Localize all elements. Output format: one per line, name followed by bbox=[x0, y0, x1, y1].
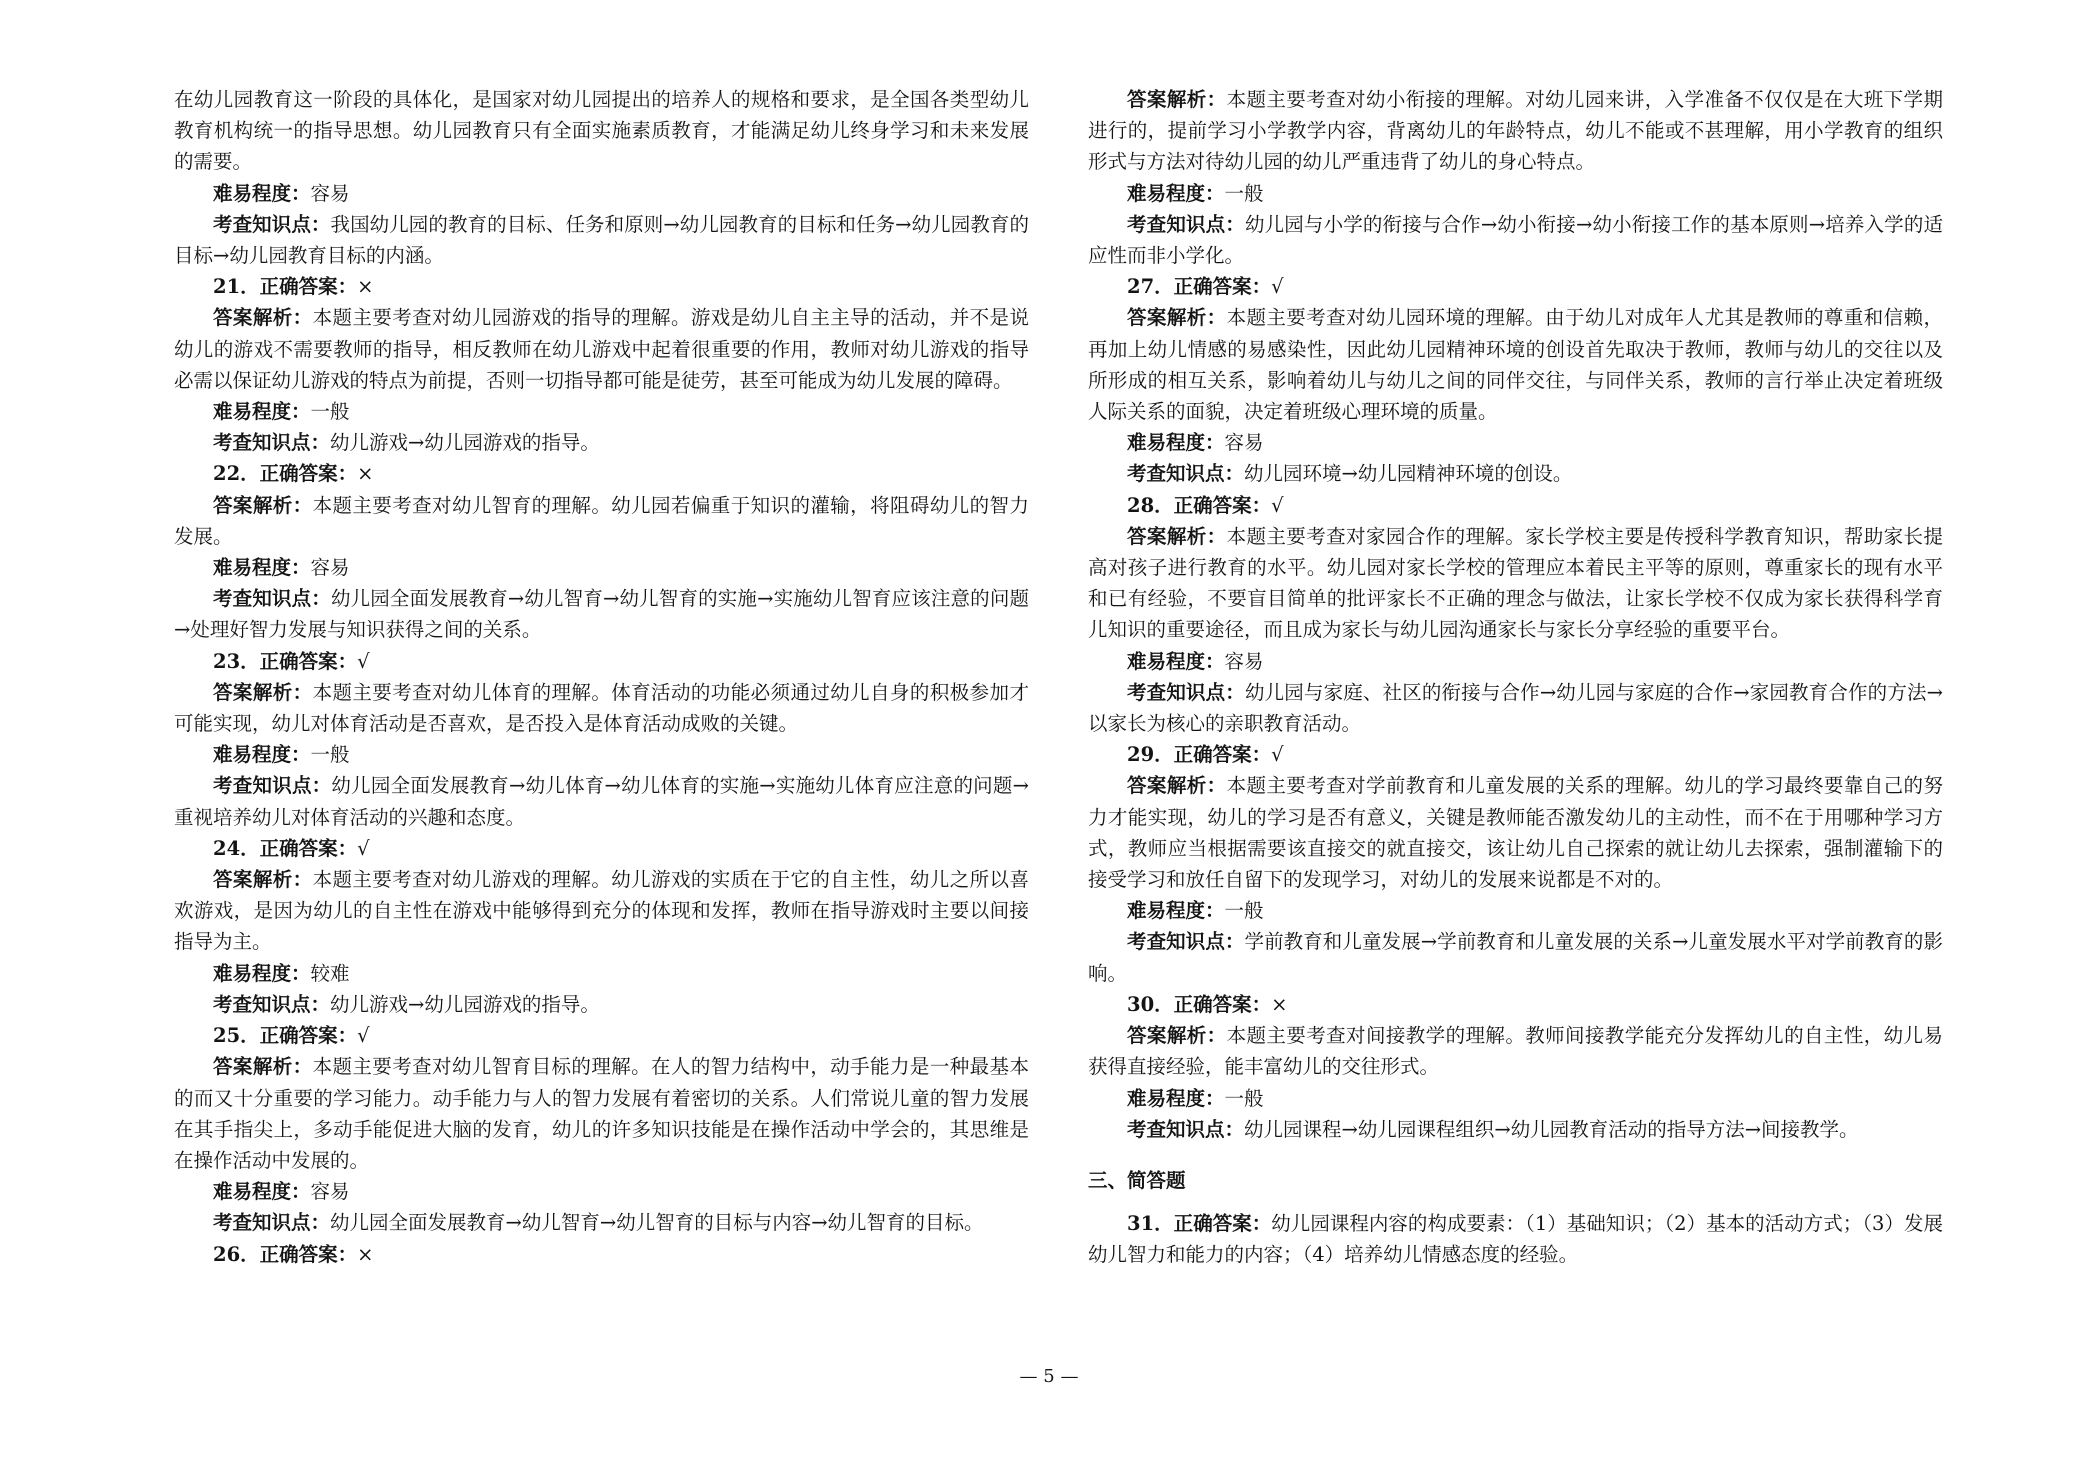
q27-difficulty bbox=[1088, 427, 1943, 458]
analysis-text: 本题主要考查对家园合作的理解。家长学校主要是传授科学教育知识，帮助家长提高对孩子进行教育的水平。幼儿园对家长学校的管理应本着民主平等的原则，尊重家长的现有水平和已有经验，不要盲目简单的批评家长不正确的理念与做法，让家长学校不仅成为家长获得科学育儿知识的重要途径，而且成为家长与幼儿园沟通家长与家长分享经验的重要平台。 bbox=[1088, 524, 1943, 642]
answer-value: × bbox=[357, 1242, 374, 1266]
q21-analysis bbox=[174, 302, 1029, 396]
q30-difficulty bbox=[1088, 1083, 1943, 1114]
q23-difficulty bbox=[174, 739, 1029, 770]
answer-value: √ bbox=[357, 649, 370, 673]
difficulty-label: 难易程度： bbox=[213, 743, 311, 767]
answer-value: 幼儿园课程内容的构成要素：（1）基础知识；（2）基本的活动方式；（3）发展幼儿智力和能力的内容；（4）培养幼儿情感态度的经验。 bbox=[1088, 1212, 1943, 1267]
analysis-label: 答案解析： bbox=[1127, 524, 1227, 548]
difficulty-label: 难易程度： bbox=[213, 400, 311, 424]
q27-knowledge bbox=[1088, 458, 1943, 489]
analysis-label: 答案解析： bbox=[213, 493, 313, 517]
knowledge-label: 考查知识点： bbox=[1127, 1117, 1245, 1141]
q28-knowledge bbox=[1088, 677, 1943, 739]
difficulty-value: 较难 bbox=[310, 961, 350, 985]
q29-analysis bbox=[1088, 770, 1943, 895]
answer-value: × bbox=[357, 462, 374, 486]
analysis-label: 答案解析： bbox=[1127, 774, 1227, 798]
knowledge-label: 考查知识点： bbox=[213, 1211, 331, 1235]
answer-value: √ bbox=[1271, 275, 1284, 299]
difficulty-label: 难易程度： bbox=[1127, 649, 1225, 673]
difficulty-value: 容易 bbox=[1224, 431, 1264, 455]
difficulty-label: 难易程度： bbox=[1127, 899, 1225, 923]
q22-knowledge bbox=[174, 583, 1029, 645]
answer-label: 30．正确答案： bbox=[1127, 992, 1272, 1016]
page-number: — 5 — bbox=[1019, 1366, 1079, 1387]
difficulty-value: 容易 bbox=[1224, 649, 1264, 673]
analysis-text: 本题主要考查对幼儿体育的理解。体育活动的功能必须通过幼儿自身的积极参加才可能实现，幼儿对体育活动是否喜欢，是否投入是体育活动成败的关键。 bbox=[174, 680, 1029, 736]
q28-difficulty bbox=[1088, 646, 1943, 677]
answer-value: × bbox=[357, 275, 374, 299]
difficulty-label: 难易程度： bbox=[213, 556, 311, 580]
analysis-text: 本题主要考查对幼儿游戏的理解。幼儿游戏的实质在于它的自主性，幼儿之所以喜欢游戏，是因为幼儿的自主性在游戏中能够得到充分的体现和发挥，教师在指导游戏时主要以间接指导为主。 bbox=[174, 868, 1029, 954]
difficulty-label: 难易程度： bbox=[213, 181, 311, 205]
answer-label: 29．正确答案： bbox=[1127, 743, 1272, 767]
q21-answer bbox=[174, 271, 1029, 302]
analysis-label: 答案解析： bbox=[213, 680, 313, 704]
answer-value: √ bbox=[1271, 493, 1284, 517]
answer-label: 24．正确答案： bbox=[213, 836, 358, 860]
q29-answer bbox=[1088, 739, 1943, 770]
difficulty-value: 容易 bbox=[310, 556, 350, 580]
knowledge-value: 幼儿园全面发展教育→幼儿智育→幼儿智育的实施→实施幼儿智育应该注意的问题→处理好智力发展与知识获得之间的关系。 bbox=[174, 587, 1029, 642]
q20-difficulty bbox=[174, 178, 1029, 209]
difficulty-value: 一般 bbox=[1224, 181, 1264, 205]
answer-value: √ bbox=[357, 1024, 370, 1048]
knowledge-value: 幼儿园全面发展教育→幼儿智育→幼儿智育的目标与内容→幼儿智育的目标。 bbox=[330, 1211, 984, 1235]
q23-analysis bbox=[174, 677, 1029, 739]
knowledge-value: 幼儿园与家庭、社区的衔接与合作→幼儿园与家庭的合作→家园教育合作的方法→以家长为核心的亲职教育活动。 bbox=[1088, 680, 1943, 736]
analysis-label: 答案解析： bbox=[213, 306, 313, 330]
knowledge-label: 考查知识点： bbox=[213, 774, 332, 798]
answer-label: 22．正确答案： bbox=[213, 462, 358, 486]
knowledge-label: 考查知识点： bbox=[213, 212, 331, 236]
knowledge-value: 幼儿园全面发展教育→幼儿体育→幼儿体育的实施→实施幼儿体育应注意的问题→重视培养幼儿对体育活动的兴趣和态度。 bbox=[174, 774, 1029, 829]
difficulty-value: 一般 bbox=[310, 743, 350, 767]
q28-analysis bbox=[1088, 521, 1943, 646]
answer-label: 23．正确答案： bbox=[213, 649, 358, 673]
analysis-text: 本题主要考查对学前教育和儿童发展的关系的理解。幼儿的学习最终要靠自己的努力才能实现，幼儿的学习是否有意义，关键是教师能否激发幼儿的主动性，而不在于用哪种学习方式，教师应当根据需要该直接交的就直接交，该让幼儿自己探索的就让幼儿去探索，强制灌输下的接受学习和放任自留下的发现学习，对幼儿的发展来说都是不对的。 bbox=[1088, 774, 1943, 892]
intro-text: 在幼儿园教育这一阶段的具体化，是国家对幼儿园提出的培养人的规格和要求，是全国各类型幼儿教育机构统一的指导思想。幼儿园教育只有全面实施素质教育，才能满足幼儿终身学习和未来发展的需要。 bbox=[174, 88, 1029, 174]
intro-paragraph bbox=[174, 84, 1029, 178]
q26-answer bbox=[174, 1239, 1029, 1270]
analysis-label: 答案解析： bbox=[1127, 306, 1227, 330]
knowledge-label: 考查知识点： bbox=[213, 992, 331, 1016]
analysis-label: 答案解析： bbox=[1127, 1024, 1227, 1048]
q31-answer bbox=[1088, 1208, 1943, 1270]
answer-label: 21．正确答案： bbox=[213, 275, 358, 299]
knowledge-value: 幼儿园课程→幼儿园课程组织→幼儿园教育活动的指导方法→间接教学。 bbox=[1244, 1117, 1859, 1141]
section-title: 三、简答题 bbox=[1088, 1168, 1186, 1192]
q22-analysis bbox=[174, 490, 1029, 552]
q24-analysis bbox=[174, 864, 1029, 958]
answer-label: 31．正确答案： bbox=[1127, 1212, 1272, 1236]
q26-analysis bbox=[1088, 84, 1943, 178]
q24-difficulty bbox=[174, 958, 1029, 989]
knowledge-label: 考查知识点： bbox=[1127, 930, 1245, 954]
knowledge-label: 考查知识点： bbox=[1127, 212, 1245, 236]
analysis-text: 本题主要考查对幼儿智育的理解。幼儿园若偏重于知识的灌输，将阻碍幼儿的智力发展。 bbox=[174, 493, 1029, 548]
knowledge-value: 幼儿游戏→幼儿园游戏的指导。 bbox=[330, 992, 600, 1016]
q30-knowledge bbox=[1088, 1114, 1943, 1145]
knowledge-value: 幼儿园环境→幼儿园精神环境的创设。 bbox=[1244, 462, 1573, 486]
q30-answer bbox=[1088, 989, 1943, 1020]
analysis-text: 本题主要考查对幼儿园环境的理解。由于幼儿对成年人尤其是教师的尊重和信赖，再加上幼儿情感的易感染性，因此幼儿园精神环境的创设首先取决于教师，教师与幼儿的交往以及所形成的相互关系，影响着幼儿与幼儿之间的同伴交往，与同伴关系，教师的言行举止决定着班级人际关系的面貌，决定着班级心理环境的质量。 bbox=[1088, 306, 1943, 424]
answer-label: 25．正确答案： bbox=[213, 1024, 358, 1048]
difficulty-value: 一般 bbox=[310, 400, 350, 424]
analysis-text: 本题主要考查对幼小衔接的理解。对幼儿园来讲，入学准备不仅仅是在大班下学期进行的，提前学习小学教学内容，背离幼儿的年龄特点，幼儿不能或不甚理解，用小学教育的组织形式与方法对待幼儿园的幼儿严重违背了幼儿的身心特点。 bbox=[1088, 88, 1943, 174]
difficulty-label: 难易程度： bbox=[213, 1180, 311, 1204]
difficulty-value: 容易 bbox=[310, 181, 350, 205]
analysis-label: 答案解析： bbox=[213, 1055, 313, 1079]
analysis-label: 答案解析： bbox=[213, 868, 313, 892]
difficulty-value: 一般 bbox=[1224, 899, 1264, 923]
analysis-text: 本题主要考查对幼儿园游戏的指导的理解。游戏是幼儿自主主导的活动，并不是说幼儿的游戏不需要教师的指导，相反教师在幼儿游戏中起着很重要的作用，教师对幼儿游戏的指导必需以保证幼儿游戏的特点为前提，否则一切指导都可能是徒劳，甚至可能成为幼儿发展的障碍。 bbox=[174, 306, 1029, 392]
q21-knowledge bbox=[174, 427, 1029, 458]
q25-analysis bbox=[174, 1051, 1029, 1176]
knowledge-value: 幼儿园与小学的衔接与合作→幼小衔接→幼小衔接工作的基本原则→培养入学的适应性而非小学化。 bbox=[1088, 212, 1943, 268]
left-column bbox=[174, 84, 1029, 1270]
q24-knowledge bbox=[174, 989, 1029, 1020]
difficulty-value: 容易 bbox=[310, 1180, 350, 1204]
q23-knowledge bbox=[174, 770, 1029, 832]
difficulty-label: 难易程度： bbox=[1127, 431, 1225, 455]
difficulty-label: 难易程度： bbox=[213, 961, 311, 985]
q21-difficulty bbox=[174, 396, 1029, 427]
q22-answer bbox=[174, 458, 1029, 489]
difficulty-label: 难易程度： bbox=[1127, 1086, 1225, 1110]
q22-difficulty bbox=[174, 552, 1029, 583]
analysis-label: 答案解析： bbox=[1127, 88, 1227, 111]
q29-difficulty bbox=[1088, 895, 1943, 926]
answer-label: 26．正确答案： bbox=[213, 1242, 358, 1266]
q30-analysis bbox=[1088, 1020, 1943, 1082]
q20-knowledge bbox=[174, 209, 1029, 271]
knowledge-label: 考查知识点： bbox=[1127, 680, 1245, 704]
q27-answer bbox=[1088, 271, 1943, 302]
answer-value: × bbox=[1271, 992, 1288, 1016]
q27-analysis bbox=[1088, 302, 1943, 427]
analysis-text: 本题主要考查对间接教学的理解。教师间接教学能充分发挥幼儿的自主性，幼儿易获得直接经验，能丰富幼儿的交往形式。 bbox=[1088, 1024, 1943, 1079]
q25-knowledge bbox=[174, 1207, 1029, 1238]
answer-label: 27．正确答案： bbox=[1127, 275, 1272, 299]
knowledge-label: 考查知识点： bbox=[1127, 462, 1245, 486]
q24-answer bbox=[174, 833, 1029, 864]
knowledge-value: 我国幼儿园的教育的目标、任务和原则→幼儿园教育的目标和任务→幼儿园教育的目标→幼儿园教育目标的内涵。 bbox=[174, 212, 1029, 268]
answer-value: √ bbox=[1271, 743, 1284, 767]
q25-answer bbox=[174, 1020, 1029, 1051]
q28-answer bbox=[1088, 490, 1943, 521]
q26-knowledge bbox=[1088, 209, 1943, 271]
difficulty-label: 难易程度： bbox=[1127, 181, 1225, 205]
analysis-text: 本题主要考查对幼儿智育目标的理解。在人的智力结构中，动手能力是一种最基本的而又十分重要的学习能力。动手能力与人的智力发展有着密切的关系。人们常说儿童的智力发展在其手指尖上，多动手能促进大脑的发育，幼儿的许多知识技能是在操作活动中学会的，其思维是在操作活动中发展的。 bbox=[174, 1055, 1029, 1172]
q26-difficulty bbox=[1088, 178, 1943, 209]
difficulty-value: 一般 bbox=[1224, 1086, 1264, 1110]
knowledge-value: 学前教育和儿童发展→学前教育和儿童发展的关系→儿童发展水平对学前教育的影响。 bbox=[1088, 930, 1943, 985]
right-column bbox=[1088, 84, 1943, 1271]
q23-answer bbox=[174, 646, 1029, 677]
answer-value: √ bbox=[357, 836, 370, 860]
q25-difficulty bbox=[174, 1176, 1029, 1207]
answer-label: 28．正确答案： bbox=[1127, 493, 1272, 517]
knowledge-value: 幼儿游戏→幼儿园游戏的指导。 bbox=[330, 431, 600, 455]
q29-knowledge bbox=[1088, 926, 1943, 988]
knowledge-label: 考查知识点： bbox=[213, 431, 331, 455]
knowledge-label: 考查知识点： bbox=[213, 587, 331, 611]
